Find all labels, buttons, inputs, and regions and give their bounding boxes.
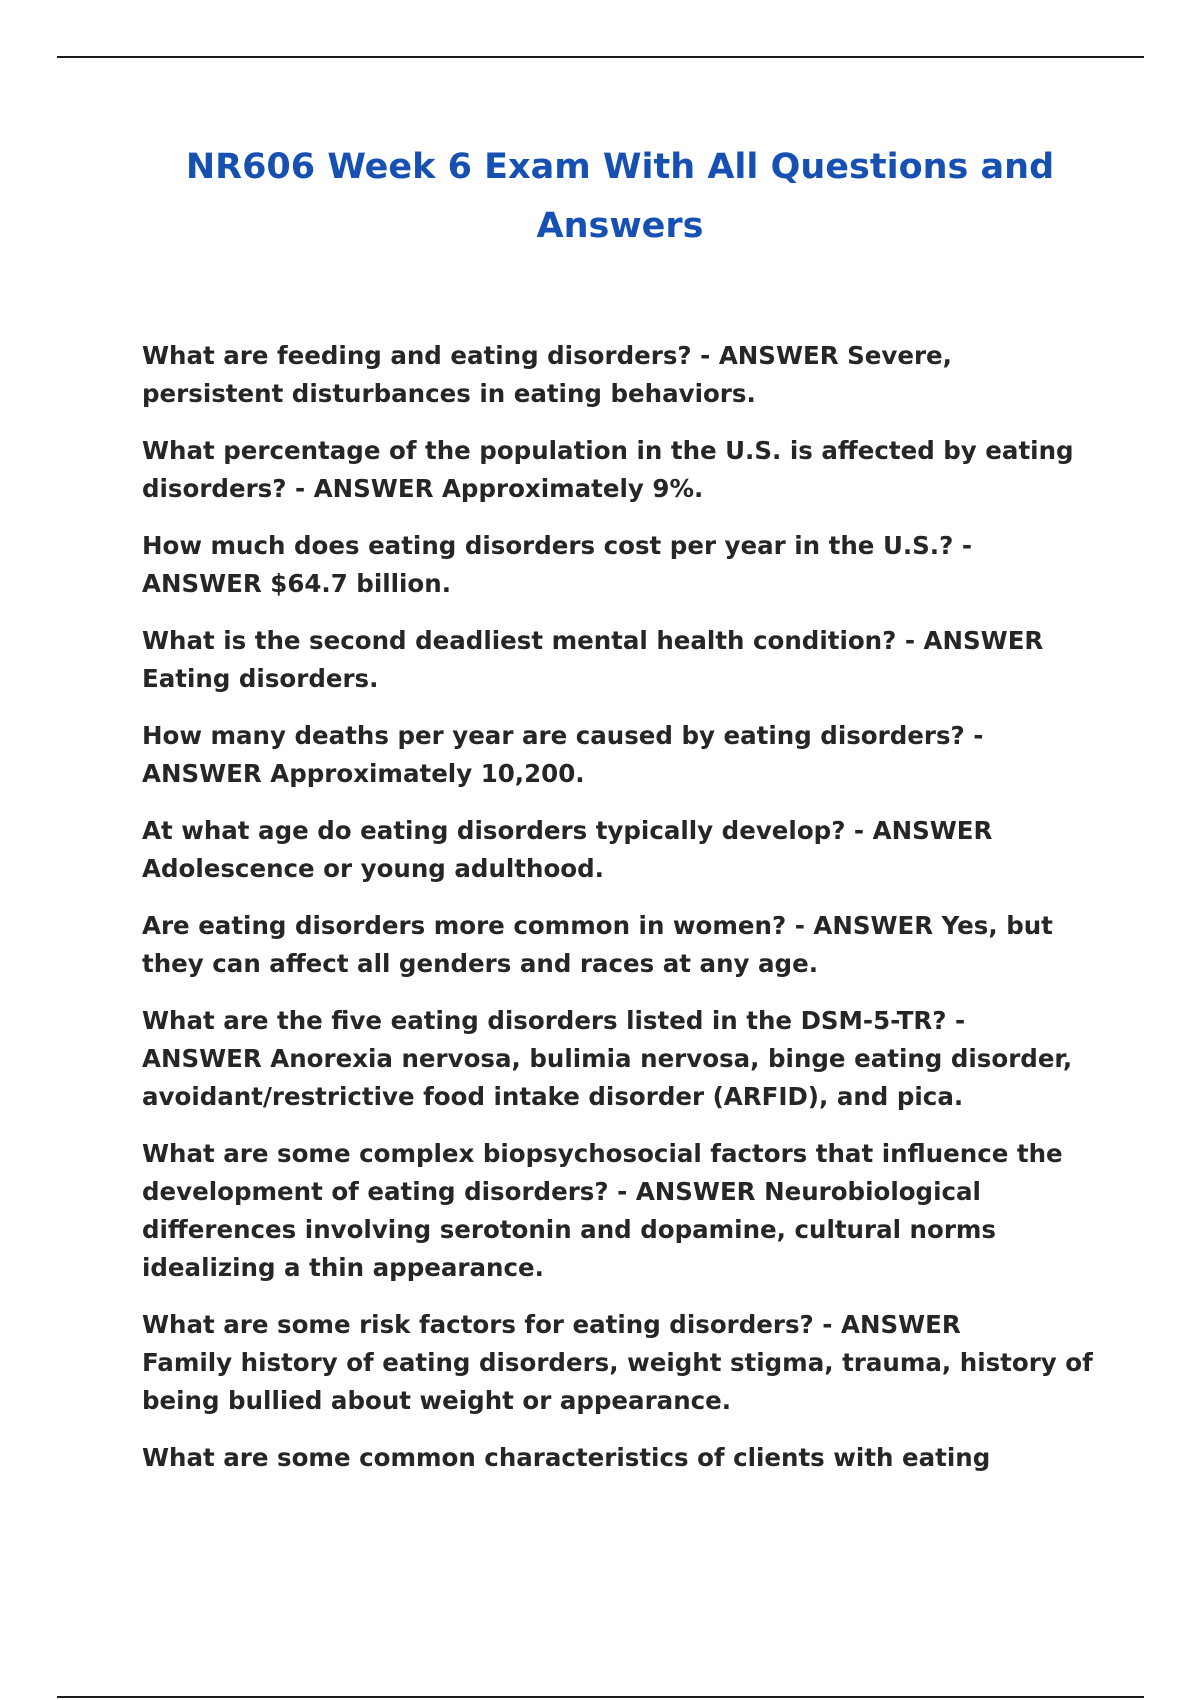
document-title: NR606 Week 6 Exam With All Questions and Answers xyxy=(185,147,1055,246)
top-rule xyxy=(57,56,1144,58)
qa-item: What are the five eating disorders listed in the DSM-5-TR? - ANSWER Anorexia nervosa, bulimia nervosa, binge eating disorder, avoidant/restrictive food intake disorder (ARFID), and pica. xyxy=(142,1006,1073,1111)
qa-item: What are feeding and eating disorders? - ANSWER Severe, persistent disturbances in eating behaviors. xyxy=(142,341,952,408)
qa-item: What is the second deadliest mental health condition? - ANSWER Eating disorders. xyxy=(142,626,1044,693)
qa-item: What are some common characteristics of clients with eating xyxy=(142,1443,991,1472)
qa-item: What are some complex biopsychosocial factors that influence the development of eating disorders? - ANSWER Neurobiological differences involving serotonin and dopamine, cultural norms idealizing a thin appearance. xyxy=(142,1139,1063,1282)
qa-item: Are eating disorders more common in women? - ANSWER Yes, but they can affect all genders and races at any age. xyxy=(142,911,1053,978)
qa-item: What percentage of the population in the U.S. is affected by eating disorders? - ANSWER Approximately 9%. xyxy=(142,436,1074,503)
qa-list xyxy=(142,337,1102,1496)
bottom-rule xyxy=(57,1696,1144,1698)
qa-item: How many deaths per year are caused by eating disorders? - ANSWER Approximately 10,200. xyxy=(142,721,984,788)
qa-item: What are some risk factors for eating disorders? - ANSWER Family history of eating disorders, weight stigma, trauma, history of being bullied about weight or appearance. xyxy=(142,1310,1093,1415)
qa-item: How much does eating disorders cost per year in the U.S.? - ANSWER $64.7 billion. xyxy=(142,531,973,598)
qa-item: At what age do eating disorders typically develop? - ANSWER Adolescence or young adulthood. xyxy=(142,816,993,883)
